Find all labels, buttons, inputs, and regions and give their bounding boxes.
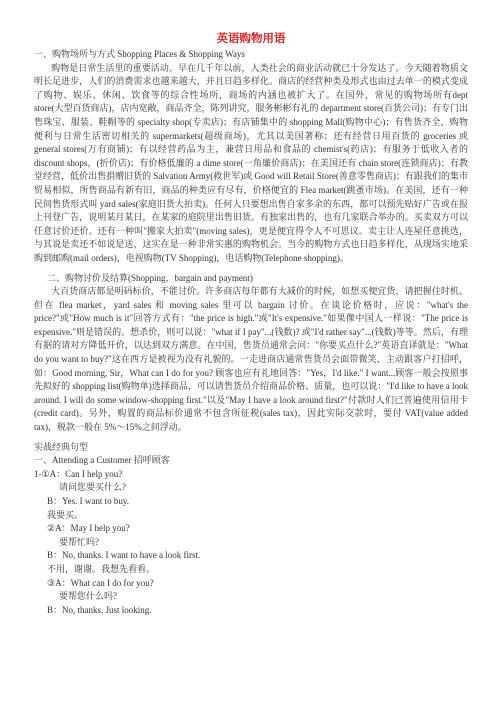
dialogue-line: B：No, thanks. I want to have a look first.: [47, 550, 201, 561]
section1-paragraph: 购物是日常生活里的重要活动。早在几千年以前，人类社会的商业活动就已十分发达了。今天随着物质文明长足进步，人们的消费需求也越来越大，并且日趋多样化。商店的经营种类及形式也由过去单一的模式变成了购物、娱乐、休闲、饮食等的综合性场所，商场的内涵也被扩大了。在国外，常见的购物场所有dept store(大型百货商店)，店内宽敞，商品齐全，陈列讲究，服务彬彬有礼的 department store(百货公司)；有专门出售珠宝、服装、鞋帽等的 specialty shop(专卖店)；有店铺集中的 shopping Mall(购物中心)；有售货齐全，购物便利与日常生活密切相关的 supermarkets(超级商场)，尤其以美国著称；还有经营日用百货的 groceries 或 general stores(万有商铺)；有以经营药品为主，兼营日用品和食品的 chemist's(药店)；有服务于低收入者的 discount shops，(折价店)；有价格低廉的 a dime store(一角廉价商店)；在美国还有 chain store(连锁商店)；有教堂经营，低价出售捐赠旧货的 Salvation Army(救世军)或 Good will Retail Store(善意零售商店)；有跟我们的集市贸易相似，所售商品有新有旧，商品的种类应有尽有，价格便宜的 Flea market(跳蚤市场)。在美国，还有一种民间售货形式叫 yard sales(家庭旧货大拍卖)。任何人只要想出售自家多余的东西，都可以预先贴好广告或在报上刊登广告，说明某月某日，在某家的庭院里出售旧货。有独家出售的，也有几家联合举办的。买卖双方可以任意讨价还价。还有一种叫"搬家大拍卖"(moving sales)，更是便宜得令人不可思议。卖主让人连屋任意挑选，与其说是卖还不如说是送，这实在是一种非常实惠的购物机会。当今的购物方式也日趋多样化，从现场实地采购到邮购(mail orders)，电视购物(TV Shopping)，电话购物(Telephone shopping)。: [34, 62, 468, 263]
dialogue-line: 要帮忙吗?: [59, 536, 99, 547]
dialogue-line: B：No, thanks. Just looking.: [47, 604, 152, 615]
dialogue-subheading: 一、Attending a Customer 招呼顾客: [34, 455, 170, 466]
dialogue-line: ③A：What can I do for you?: [47, 577, 154, 588]
dialogue-line: 请问您要买什么?: [59, 482, 126, 493]
page-title: 英语购物用语: [216, 31, 286, 45]
dialogue-line: ②A：May I help you?: [47, 523, 130, 534]
dialogue-line: 我要买。: [47, 509, 84, 520]
dialogue-list: [34, 468, 468, 618]
dialogue-line: 1-①A：Can I help you?: [34, 468, 123, 479]
dialogue-line: 不用，谢谢。我想先看看。: [47, 563, 156, 574]
section1-heading: 一、购物场所与方式 Shopping Places & Shopping Ways: [34, 49, 245, 59]
dialogue-line: B：Yes. I want to buy.: [47, 496, 130, 506]
section2-heading: 二、购物讨价及结算(Shopping，bargain and payment): [47, 272, 253, 283]
dialogue-heading: 实战经典句型: [34, 441, 89, 452]
dialogue-line: 要帮您什么吗?: [59, 591, 117, 602]
section2-paragraph: 大百货商店都是明码标价，不能讨价。许多商店每年都有大减价的时候，如想买便宜货，请把握住时机。但在 flea market，yard sales 和 moving sales 里可以 bargain 讨价。在谈论价格时，应说："what's the price?"或"How much is it"回答方式有："the price is high."或"It's expensive."如果像中国人一样说："The price is expensive."则是错误的。想杀价，则可以说："what if I pay"...(钱数)? 或"I'd rather say"...(钱数)等等。然后，有理有据的请对方降低开价，以达到双方满意。在中国，售货员通常会问："你要买点什么?"英语直译就是："What do you want to buy?"这在西方是被视为没有礼貌的。一走进商店通常售货员会面带微笑，主动跟客户打招呼，如：Good morning, Sir，What can I do for you? 顾客也应有礼地回答："Yes，I'd like." I want...顾客一般会按照事先拟好的 shopping list(购物单)选择商品，可以请售货员介绍商品价格、质量，也可以说："I'd like to have a look around. I will do some window-shopping first."以及"May I have a look around first?"付款时人们已普遍使用信用卡(credit card)。另外，购置的商品标价通常不包含所征税(sales tax)，因此实际交款时，要付 VAT(value added tax)，税款一般在 5%～15%之间浮动。: [34, 286, 468, 433]
